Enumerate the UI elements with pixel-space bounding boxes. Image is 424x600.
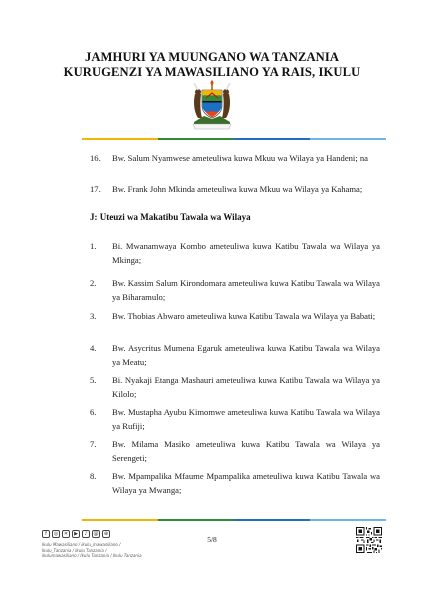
item-text: Bw. Asycritus Mumena Egaruk ameteuliwa kuwa Katibu Tawala wa Wilaya ya Meatu; — [112, 343, 380, 367]
item-text: Bw. Mustapha Ayubu Kimomwe ameteuliwa kuwa Katibu Tawala wa Wilaya ya Rufiji; — [112, 407, 380, 431]
item-number: 17. — [90, 184, 101, 194]
item-number: 6. — [90, 407, 97, 417]
list-item — [90, 341, 380, 369]
item-text: Bw. Salum Nyamwese ameteuliwa kuwa Mkuu wa Wilaya ya Handeni; na — [112, 153, 368, 163]
list-item — [90, 182, 380, 196]
item-number: 1. — [90, 241, 97, 251]
list-item — [90, 239, 380, 267]
list-item — [90, 405, 380, 433]
handle-line: ikulumawasiliano / Ikulu Tanzania / Ikulu Tanzania — [42, 553, 142, 558]
header-title-country: JAMHURI YA MUUNGANO WA TANZANIA — [84, 50, 340, 64]
item-text: Bi. Mwanamwaya Kombo ameteuliwa kuwa Katibu Tawala wa Wilaya ya Mkinga; — [112, 241, 380, 265]
list-item — [90, 309, 380, 323]
item-text: Bw. Milama Masiko ameteuliwa kuwa Katibu Tawala wa Wilaya ya Serengeti; — [112, 439, 380, 463]
item-number: 16. — [90, 153, 101, 163]
item-number: 7. — [90, 439, 97, 449]
item-text: Bw. Mpampalika Mfaume Mpampalika ameteuliwa kuwa Katibu Tawala wa Wilaya ya Mwanga; — [112, 471, 380, 495]
header-title-directorate: KURUGENZI YA MAWASILIANO YA RAIS, IKULU — [63, 65, 361, 79]
coat-of-arms-icon — [189, 80, 235, 130]
x-icon[interactable]: ✕ — [63, 531, 69, 537]
tiktok-icon[interactable]: ♪ — [82, 530, 90, 538]
social-handles — [42, 542, 162, 559]
instagram-icon[interactable]: ◎ — [53, 531, 59, 537]
list-item — [90, 276, 380, 304]
qr-code-icon[interactable] — [356, 527, 382, 553]
section-heading: J: Uteuzi wa Makatibu Tawala wa Wilaya — [90, 212, 251, 222]
threads-icon[interactable]: @ — [93, 531, 99, 537]
list-item — [90, 373, 380, 401]
item-number: 5. — [90, 375, 97, 385]
handle-line: Ikulu Mawasiliano / ikulu_mawasiliano / — [42, 542, 121, 547]
globe-icon[interactable]: ⊕ — [103, 531, 109, 537]
header-color-rule — [82, 138, 386, 140]
page-number: 5/8 — [207, 535, 217, 544]
item-text: Bw. Thobias Abwaro ameteuliwa kuwa Katibu Tawala wa Wilaya ya Babati; — [112, 311, 376, 321]
handle-line: Ikulu_Tanzania / Ikulu Tanzania / — [42, 547, 107, 553]
item-text: Bi. Nyakaji Etanga Mashauri ameteuliwa kuwa Katibu Tawala wa Wilaya ya Kilolo; — [112, 375, 380, 399]
footer-color-rule — [82, 519, 386, 521]
list-item — [90, 469, 380, 497]
facebook-icon[interactable]: f — [42, 530, 50, 538]
item-number: 3. — [90, 311, 97, 321]
item-number: 8. — [90, 471, 97, 481]
youtube-icon[interactable]: ▶ — [72, 530, 80, 538]
list-item — [90, 437, 380, 465]
item-text: Bw. Frank John Mkinda ameteuliwa kuwa Mkuu wa Wilaya ya Kahama; — [112, 184, 363, 194]
item-number: 4. — [90, 343, 97, 353]
item-text: Bw. Kassim Salum Kirondomara ameteuliwa kuwa Katibu Tawala wa Wilaya ya Biharamulo; — [112, 278, 380, 302]
item-number: 2. — [90, 278, 97, 288]
list-item — [90, 151, 380, 165]
